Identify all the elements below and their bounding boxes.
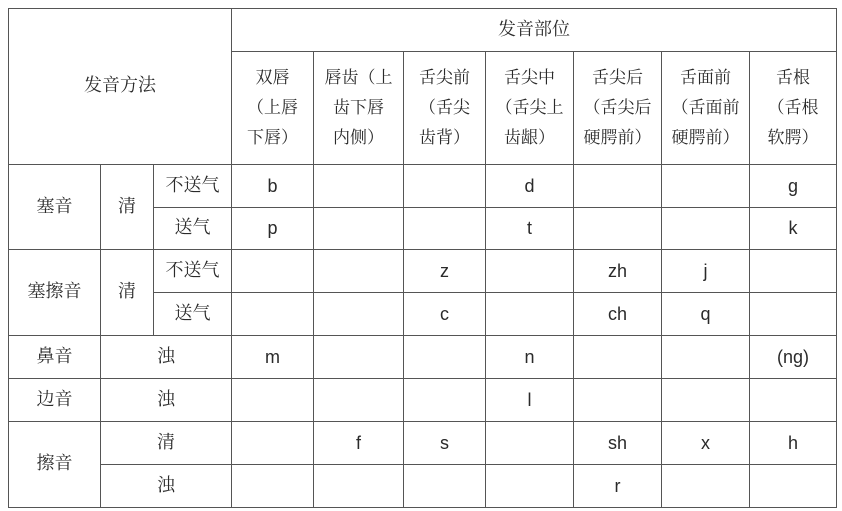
place-bilabial: 双唇 （上唇 下唇）	[232, 52, 314, 165]
table-row	[9, 165, 837, 208]
initial-cell	[404, 208, 486, 250]
place-retroflex: 舌尖后 （舌尖后 硬腭前）	[574, 52, 662, 165]
aspiration-cell: 送气	[154, 293, 232, 336]
initial-cell: (ng)	[750, 336, 837, 379]
initial-cell: n	[486, 336, 574, 379]
initial-cell: zh	[574, 250, 662, 293]
initial-cell	[662, 165, 750, 208]
initial-cell: p	[232, 208, 314, 250]
initials-table	[8, 8, 837, 508]
initial-cell: h	[750, 422, 837, 465]
aspiration-cell: 送气	[154, 208, 232, 250]
initial-cell	[662, 379, 750, 422]
initial-cell	[314, 465, 404, 508]
initial-cell	[232, 422, 314, 465]
initial-cell: s	[404, 422, 486, 465]
voicing-cell: 浊	[101, 465, 232, 508]
table-row	[9, 379, 837, 422]
aspiration-cell: 不送气	[154, 165, 232, 208]
voicing-cell: 清	[101, 250, 154, 336]
place-dental: 舌尖前 （舌尖 齿背）	[404, 52, 486, 165]
place-header	[232, 9, 837, 52]
place-labiodental: 唇齿（上 齿下唇 内侧）	[314, 52, 404, 165]
method-header	[9, 9, 232, 165]
initial-cell	[750, 465, 837, 508]
initial-cell	[486, 293, 574, 336]
initial-cell	[486, 465, 574, 508]
initial-cell	[314, 165, 404, 208]
initial-cell	[232, 379, 314, 422]
initial-cell: b	[232, 165, 314, 208]
manner-lateral: 边音	[9, 379, 101, 422]
manner-nasal: 鼻音	[9, 336, 101, 379]
initial-cell	[574, 336, 662, 379]
place-velar: 舌根 （舌根 软腭）	[750, 52, 837, 165]
initial-cell	[232, 293, 314, 336]
initial-cell: k	[750, 208, 837, 250]
place-palatal: 舌面前 （舌面前 硬腭前）	[662, 52, 750, 165]
voicing-cell: 浊	[101, 379, 232, 422]
initial-cell	[486, 422, 574, 465]
initial-cell: z	[404, 250, 486, 293]
initial-cell	[662, 465, 750, 508]
table-row	[9, 465, 837, 508]
initial-cell	[314, 250, 404, 293]
initial-cell	[314, 379, 404, 422]
initial-cell	[404, 379, 486, 422]
initial-cell	[486, 250, 574, 293]
initial-cell	[750, 379, 837, 422]
initial-cell	[574, 165, 662, 208]
initial-cell: x	[662, 422, 750, 465]
initial-cell: ch	[574, 293, 662, 336]
table-row	[9, 250, 837, 293]
initial-cell	[232, 250, 314, 293]
place-header-label: 发音部位	[498, 18, 571, 40]
initial-cell	[404, 336, 486, 379]
initial-cell: d	[486, 165, 574, 208]
initial-cell	[574, 379, 662, 422]
initial-cell: m	[232, 336, 314, 379]
initial-cell: j	[662, 250, 750, 293]
initial-cell: r	[574, 465, 662, 508]
initial-cell	[404, 465, 486, 508]
initial-cell	[404, 165, 486, 208]
initial-cell	[574, 208, 662, 250]
manner-fricative: 擦音	[9, 422, 101, 508]
initial-cell	[662, 208, 750, 250]
initial-cell	[662, 336, 750, 379]
initial-cell: sh	[574, 422, 662, 465]
initial-cell	[314, 208, 404, 250]
manner-plosive: 塞音	[9, 165, 101, 250]
place-alveolar: 舌尖中 （舌尖上 齿龈）	[486, 52, 574, 165]
table-row	[9, 336, 837, 379]
initial-cell	[750, 250, 837, 293]
initial-cell	[232, 465, 314, 508]
initial-cell: g	[750, 165, 837, 208]
voicing-cell: 清	[101, 165, 154, 250]
initial-cell: l	[486, 379, 574, 422]
voicing-cell: 浊	[101, 336, 232, 379]
initial-cell: t	[486, 208, 574, 250]
initial-cell	[750, 293, 837, 336]
method-header-label: 发音方法	[84, 75, 156, 97]
initial-cell	[314, 336, 404, 379]
manner-affricate: 塞擦音	[9, 250, 101, 336]
initial-cell: c	[404, 293, 486, 336]
initial-cell	[314, 293, 404, 336]
table-row	[9, 422, 837, 465]
initial-cell: q	[662, 293, 750, 336]
initial-cell: f	[314, 422, 404, 465]
voicing-cell: 清	[101, 422, 232, 465]
aspiration-cell: 不送气	[154, 250, 232, 293]
